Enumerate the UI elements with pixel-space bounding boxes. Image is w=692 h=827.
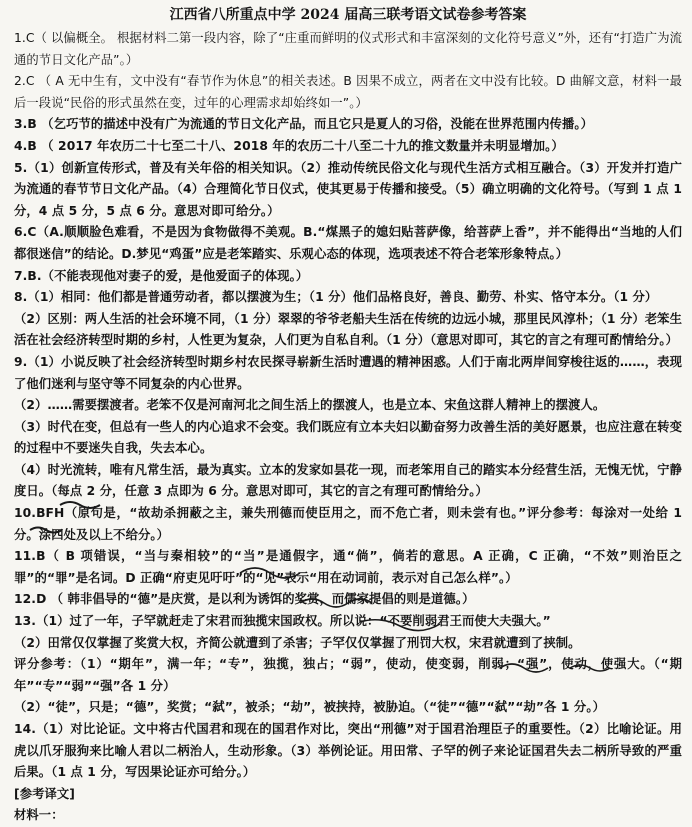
answer-paragraph: 2.C （ A 无中生有，文中没有“春节作为休息”的相关表述。B 因果不成立，两者在文中没有比较。D 曲解文意，材料一最后一段说“民俗的形式虽然在变，过年的心理需求却始终如一”。） — [14, 74, 682, 110]
answer-paragraph: 3.B （乞巧节的描述中没有广为流通的节日文化产品，而且它只是夏人的习俗，没能在世界范围内传播。） — [14, 117, 593, 132]
answer-paragraph: 13.（1）过了一年，子罕就赶走了宋君而独揽宋国政权。所以说：“不要削弱君王而使大夫强大。” — [14, 614, 551, 629]
answer-paragraph: 6.C（A.顺顺脸色难看，不是因为食物做得不美观。B.“煤黑子的媳妇贴菩萨像，给菩萨上香”，并不能得出“当地的人们都很迷信”的结论。D.梦见“鸡蛋”应是老笨踏实、乐观心态的体现，选项表述不符合老笨形象特点。） — [14, 225, 682, 261]
answer-paragraph: 4.B （ 2017 年农历二十七至二十八、2018 年的农历二十八至二十九的推文数量并未明显增加。） — [14, 138, 564, 153]
answer-paragraph: 1.C（ 以偏概全。 根据材料二第一段内容，除了“庄重而鲜明的仪式形式和丰富深刻的文化符号意义”外，还有“打造广为流通的节日文化产品”。） — [14, 31, 682, 67]
answer-paragraph: （2）区别：两人生活的社会环境不同，（1 分）翠翠的爷爷老船夫生活在传统的边远小城，那里民风淳朴；（1 分）老笨生活在社会经济转型时期的乡村，人性更为复杂，人们更为自私自利。（1 分）（意思对即可，其它的言之有理可酌情给分。） — [14, 311, 682, 348]
answer-paragraph: [参考译文] — [14, 786, 76, 801]
page-title: 江西省八所重点中学 2024 届高三联考语文试卷参考答案 — [169, 7, 527, 23]
answer-paragraph: 10.BFH（原句是，“故劫杀拥蔽之主，兼失刑德而使臣用之，而不危亡者，则未尝有也。”评分参考：每涂对一处给 1 分。涂四处及以上不给分。） — [14, 506, 682, 542]
answer-paragraph: 14.（1）对比论证。文中将古代国君和现在的国君作对比，突出“刑德”对于国君治理臣子的重要性。（2）比喻论证。用虎以爪牙服狗来比喻人君以二柄治人，生动形象。（3）举例论证。用田常、子罕的例子来论证国君失去二柄所导致的严重后果。（1 点 1 分，写因果论证亦可给分。） — [14, 722, 682, 780]
answer-paragraph: 5.（1）创新宣传形式，普及有关年俗的相关知识。（2）推动传统民俗文化与现代生活方式相互融合。（3）开发并打造广为流通的春节节日文化产品。（4）合理简化节日仪式，使其更易于传播和接受。（5）确立明确的文化符号。（写到 1 点 1 分，4 点 5 分，5 点 6 分。意思对即可给分。） — [14, 160, 682, 218]
answer-paragraph: 材料一： — [14, 808, 64, 823]
answer-paragraph: 7.B.（不能表现他对妻子的爱，是他爱面子的体现。） — [14, 268, 309, 283]
answer-paragraph: 11.B（ B 项错误，“当与秦相较”的“当”是通假字，通“倘”，倘若的意思。A 正确，C 正确，“不效”则治臣之罪”的“罪”是名词。D 正确“府吏见吁吁”的“见”表示“用在动词前，表示对自己怎么样”。） — [14, 549, 682, 585]
answer-body — [14, 28, 682, 827]
answer-paragraph: （2）田常仅仅掌握了奖赏大权，齐简公就遭到了杀害；子罕仅仅掌握了刑罚大权，宋君就遭到了挟制。 — [14, 635, 581, 650]
answer-paragraph: （4）时光流转，唯有凡常生活，最为真实。立本的发家如昙花一现，而老笨用自己的踏实本分经营生活，无愧无忧，宁静度日。（每点 2 分，任意 3 点即为 6 分。意思对即可，其它的言之有理可酌情给分。） — [14, 462, 682, 499]
answer-paragraph: 8.（1）相同：他们都是普通劳动者，都以摆渡为生；（1 分）他们品格良好，善良、勤劳、朴实、恪守本分。（1 分） — [14, 290, 658, 305]
answer-paragraph: （2）……需要摆渡者。老笨不仅是河南河北之间生活上的摆渡人，也是立本、宋鱼这群人精神上的摆渡人。 — [14, 398, 606, 413]
answer-paragraph: （2）“徒”，只是；“德”，奖赏；“弑”，被杀；“劫”，被挟持，被胁迫。（“徒”“德”“弑”“劫”各 1 分。） — [14, 700, 605, 715]
answer-paragraph: 评分参考：（1）“期年”，满一年；“专”，独揽，独占；“弱”，使动，使变弱，削弱；“强”，使动，使强大。（“期年”“专”“弱”“强”各 1 分） — [14, 657, 682, 693]
answer-paragraph: 12.D （ 韩非倡导的“德”是庆赏，是以利为诱饵的奖赏，而儒家提倡的则是道德。） — [14, 592, 475, 607]
answer-paragraph: （3）时代在变，但总有一些人的内心追求不会变。我们既应有立本夫妇以勤奋努力改善生活的美好愿景，也应注意在转变的过程中不要迷失自我，失去本心。 — [14, 419, 682, 456]
answer-paragraph: 9.（1）小说反映了社会经济转型时期乡村农民探寻崭新生活时遭遇的精神困惑。人们于南北两岸间穿梭往返的……，表现了他们迷利与坚守等不同复杂的内心世界。 — [14, 354, 682, 391]
